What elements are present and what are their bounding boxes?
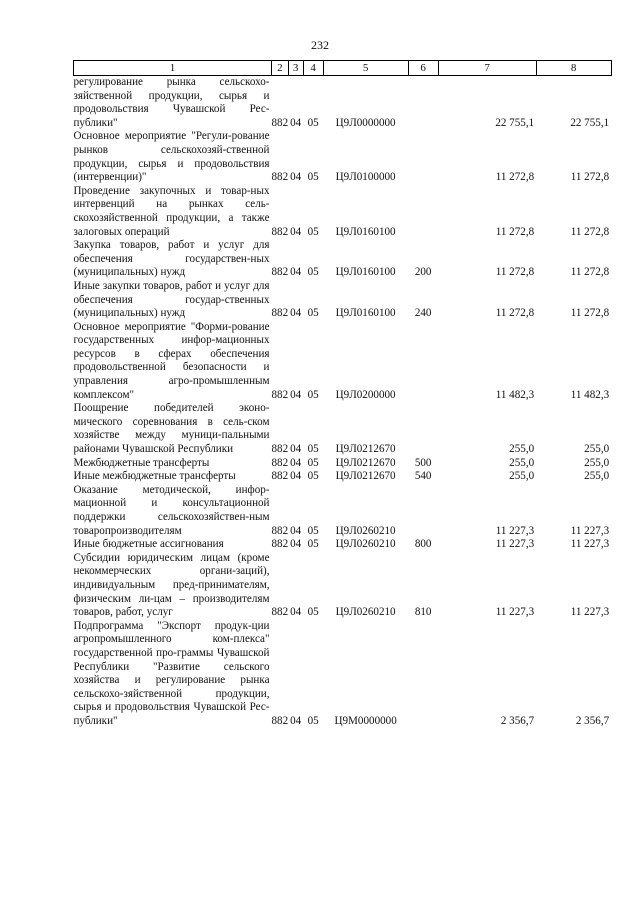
row-expense-type [408,321,438,403]
row-ministry-code: 882 [271,714,289,727]
table-row [74,130,612,184]
row-amount-year2: 11 227,3 [570,538,610,551]
row-section-code: 04 [290,388,302,401]
row-amount-year2: 11 227,3 [570,606,610,619]
row-target-article: Ц9М0000000 [334,714,397,727]
row-description: Межбюджетные трансферты [73,456,210,469]
row-description: Иные закупки товаров, работ и услуг для обеспечения государ-ственных (муниципальных) нужд [73,279,270,320]
header-col-3: 3 [288,61,303,76]
row-expense-type: 540 [414,470,432,483]
row-section-code: 04 [290,225,302,238]
row-amount-year2: 11 272,8 [570,225,610,238]
row-target-article: Ц9Л0260210 [335,524,396,537]
row-amount-year2: 255,0 [584,443,610,456]
row-description: Основное мероприятие "Регули-рование рынков сельскохозяй-ственной продукции, сырья и продовольствия (интервенции)" [73,130,270,184]
row-target-article: Ц9Л0160100 [335,266,396,279]
header-col-8: 8 [536,61,611,76]
row-subsection-code: 05 [307,443,319,456]
row-amount-year1: 11 272,8 [495,307,535,320]
row-amount-year1: 255,0 [509,456,535,469]
row-description: Основное мероприятие "Форми-рование государственных инфор-мационных ресурсов в сферах обеспечения продовольственной безопасности и управления агро-промышленным комплексом" [73,320,270,401]
header-col-1: 1 [74,61,272,76]
row-target-article: Ц9Л0212670 [335,456,396,469]
table-row [74,620,612,729]
row-subsection-code: 05 [307,524,319,537]
row-target-article: Ц9Л0160100 [335,225,396,238]
row-expense-type: 810 [414,606,432,619]
row-subsection-code: 05 [307,225,319,238]
table-row [74,484,612,538]
row-target-article: Ц9Л0212670 [335,443,396,456]
row-amount-year1: 11 227,3 [495,538,535,551]
row-section-code: 04 [290,443,302,456]
row-description: Субсидии юридическим лицам (кроме некоммерческих органи-заций), индивидуальным пред-принимателям, физическим ли-цам – производителям товаров, работ, услуг [73,551,270,619]
row-ministry-code: 882 [271,266,289,279]
row-description: Оказание методической, инфор-мационной и консультационной поддержки сельскохозяйствен-ным товаропроизводителям [73,483,270,537]
row-expense-type [408,402,438,456]
row-subsection-code: 05 [307,606,319,619]
row-amount-year2: 255,0 [584,456,610,469]
row-section-code: 04 [290,456,302,469]
row-section-code: 04 [290,606,302,619]
row-target-article: Ц9Л0212670 [335,470,396,483]
row-amount-year2: 11 272,8 [570,266,610,279]
row-description: Иные межбюджетные трансферты [73,470,236,483]
table-row [74,457,612,471]
row-amount-year1: 22 755,1 [495,116,535,129]
header-col-7: 7 [438,61,536,76]
row-subsection-code: 05 [307,538,319,551]
row-amount-year1: 11 272,8 [495,171,535,184]
row-description: Подпрограмма "Экспорт продук-ции агропромышленного ком-плекса" государственной про-граммы Чувашской Республики "Развитие сельского хозяйства и регулирование рынка сельскохо-зяйственной продукции, сырья и продовольствия Чувашской Рес-публики" [73,619,270,727]
row-amount-year2: 2 356,7 [575,714,610,727]
table-row [74,76,612,131]
row-ministry-code: 882 [271,307,289,320]
row-section-code: 04 [290,116,302,129]
row-target-article: Ц9Л0260210 [335,606,396,619]
row-amount-year1: 2 356,7 [500,714,535,727]
header-col-5: 5 [323,61,408,76]
row-expense-type [408,76,438,131]
row-description: Закупка товаров, работ и услуг для обеспечения государствен-ных (муниципальных) нужд [73,239,270,279]
row-section-code: 04 [290,470,302,483]
row-section-code: 04 [290,266,302,279]
row-target-article: Ц9Л0200000 [335,388,396,401]
row-subsection-code: 05 [307,307,319,320]
row-target-article: Ц9Л0260210 [335,538,396,551]
table-row [74,239,612,280]
header-col-2: 2 [272,61,289,76]
row-description: Проведение закупочных и товар-ных интервенций на рынках сель-скохозяйственной продукции, а также залоговых операций [73,184,270,238]
row-expense-type: 240 [414,307,432,320]
row-description: Иные бюджетные ассигнования [73,538,224,551]
table-row [74,552,612,620]
row-expense-type [408,620,438,729]
row-amount-year1: 255,0 [509,443,535,456]
header-row [74,61,612,76]
row-amount-year1: 11 227,3 [495,524,535,537]
table-row [74,321,612,403]
row-amount-year2: 11 272,8 [570,307,610,320]
row-amount-year1: 11 272,8 [495,266,535,279]
row-section-code: 04 [290,171,302,184]
row-amount-year1: 255,0 [509,470,535,483]
row-amount-year2: 11 227,3 [570,524,610,537]
row-section-code: 04 [290,307,302,320]
row-subsection-code: 05 [307,116,319,129]
row-target-article: Ц9Л0000000 [335,116,396,129]
row-ministry-code: 882 [271,470,289,483]
row-ministry-code: 882 [271,606,289,619]
row-expense-type: 200 [414,266,432,279]
row-subsection-code: 05 [307,171,319,184]
row-section-code: 04 [290,714,302,727]
header-col-6: 6 [408,61,438,76]
row-subsection-code: 05 [307,266,319,279]
row-amount-year2: 11 272,8 [570,171,610,184]
table-row [74,280,612,321]
row-subsection-code: 05 [307,470,319,483]
table-row [74,185,612,239]
row-ministry-code: 882 [271,171,289,184]
row-ministry-code: 882 [271,524,289,537]
header-col-4: 4 [303,61,323,76]
row-section-code: 04 [290,538,302,551]
row-amount-year1: 11 227,3 [495,606,535,619]
row-expense-type [408,484,438,538]
budget-table [73,60,612,729]
row-amount-year2: 255,0 [584,470,610,483]
row-ministry-code: 882 [271,538,289,551]
row-subsection-code: 05 [307,714,319,727]
row-subsection-code: 05 [307,456,319,469]
table-row [74,402,612,456]
row-ministry-code: 882 [271,388,289,401]
row-ministry-code: 882 [271,225,289,238]
row-expense-type: 800 [414,538,432,551]
row-target-article: Ц9Л0100000 [335,171,396,184]
row-expense-type [408,185,438,239]
row-amount-year1: 11 272,8 [495,225,535,238]
row-section-code: 04 [290,524,302,537]
row-ministry-code: 882 [271,116,289,129]
table-body [74,76,612,729]
row-subsection-code: 05 [307,388,319,401]
row-amount-year2: 22 755,1 [570,116,610,129]
table-row [74,538,612,552]
row-expense-type [408,130,438,184]
row-amount-year1: 11 482,3 [495,388,535,401]
row-amount-year2: 11 482,3 [570,388,610,401]
row-description: регулирование рынка сельскохо-зяйственной продукции, сырья и продовольствия Чувашской Рес-публики" [73,76,270,129]
row-ministry-code: 882 [271,443,289,456]
row-description: Поощрение победителей эконо-мического соревнования в сель-ском хозяйстве между муници-пальными районами Чувашской Республики [73,402,270,456]
row-target-article: Ц9Л0160100 [335,307,396,320]
row-ministry-code: 882 [271,456,289,469]
table-row [74,470,612,484]
page-number: 232 [311,38,329,52]
row-expense-type: 500 [414,456,432,469]
